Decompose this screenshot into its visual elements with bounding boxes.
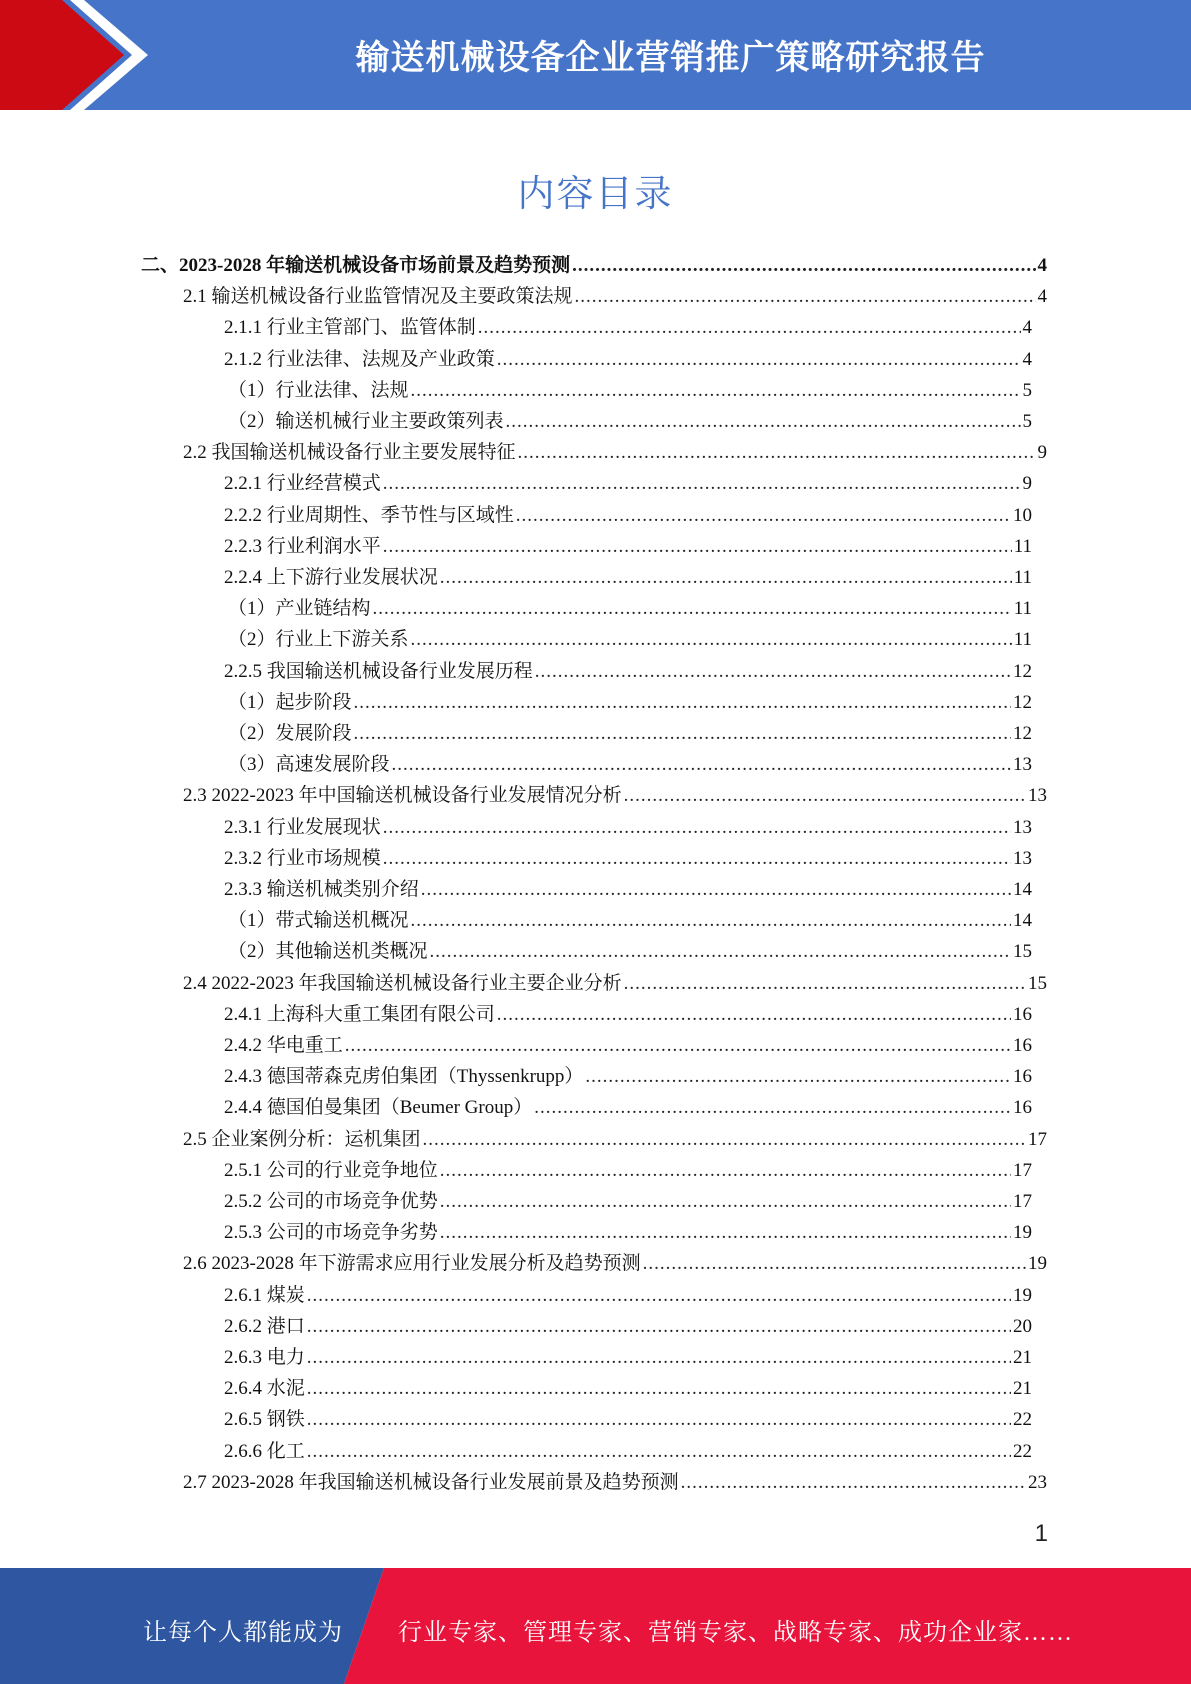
toc-entry-title: 2.6.6 化工 (224, 1440, 305, 1462)
toc-entry-page: 5 (1022, 379, 1032, 401)
toc-entry-page: 13 (1013, 754, 1032, 776)
toc-entry[interactable] (224, 1003, 1032, 1027)
toc-entry-page: 19 (1013, 1284, 1032, 1306)
toc-entry-title: 2.4.2 华电重工 (224, 1035, 343, 1056)
toc-entry-title: 2.3.1 行业发展现状 (224, 816, 381, 838)
toc-entry-title: 2.5.3 公司的市场竞争劣势 (224, 1222, 438, 1244)
toc-entry-title: 2.2 我国输送机械设备行业主要发展特征 (183, 442, 516, 464)
toc-entry-page: 4 (1022, 348, 1032, 370)
toc-entry[interactable] (224, 1440, 1032, 1464)
toc-entry-title: 2.6 2023-2028 年下游需求应用行业发展分析及趋势预测 (183, 1253, 641, 1275)
page-number: 1 (1034, 1520, 1048, 1547)
toc-entry[interactable] (228, 691, 1032, 715)
toc-entry[interactable] (228, 379, 1032, 403)
toc-dot-leader (440, 1190, 1011, 1214)
toc-entry[interactable] (224, 1221, 1032, 1245)
toc-entry-title: 2.2.3 行业利润水平 (224, 535, 381, 557)
toc-dot-leader (516, 504, 1011, 528)
toc-entry-title: 2.6.5 钢铁 (224, 1409, 305, 1431)
toc-dot-leader (497, 348, 1021, 372)
toc-entry[interactable] (224, 348, 1032, 372)
toc-dot-leader (307, 1315, 1011, 1339)
toc-entry-title: （1）带式输送机概况 (228, 910, 409, 932)
toc-entry-title: 2.6.4 水泥 (224, 1378, 305, 1400)
toc-entry-title: 2.5.2 公司的市场竞争优势 (224, 1191, 438, 1212)
toc-dot-leader (535, 660, 1011, 684)
toc-entry-title: （1）行业法律、法规 (228, 379, 409, 401)
toc-dot-leader (345, 1034, 1011, 1058)
toc-entry[interactable] (224, 1408, 1032, 1432)
toc-entry-title: 2.3.2 行业市场规模 (224, 847, 381, 869)
footer-slogan-left: 让每个人都能成为 (143, 1620, 343, 1646)
toc-entry[interactable] (224, 504, 1032, 528)
toc-entry[interactable] (224, 847, 1032, 871)
toc-dot-leader (681, 1471, 1026, 1495)
toc-entry[interactable] (224, 566, 1032, 590)
toc-entry[interactable] (183, 1471, 1047, 1495)
toc-entry[interactable] (224, 1190, 1032, 1214)
toc-entry-page: 13 (1028, 785, 1047, 807)
toc-entry[interactable] (228, 628, 1032, 652)
toc-dot-leader (643, 1252, 1026, 1276)
toc-dot-leader (423, 1128, 1026, 1152)
toc-entry-page: 15 (1028, 972, 1047, 994)
toc-entry-page: 21 (1013, 1347, 1032, 1368)
toc-entry-title: （1）产业链结构 (228, 598, 371, 620)
toc-entry-title: 2.3.3 输送机械类别介绍 (224, 879, 419, 900)
toc-dot-leader (354, 722, 1011, 746)
toc-dot-leader (383, 535, 1012, 559)
toc-entry[interactable] (224, 816, 1032, 840)
footer-slogan-right: 行业专家、管理专家、营销专家、战略专家、成功企业家…… (398, 1620, 1073, 1646)
toc-entry[interactable] (224, 316, 1032, 340)
toc-entry-title: （2）行业上下游关系 (228, 629, 409, 651)
toc-entry-page: 16 (1013, 1035, 1032, 1056)
toc-entry-page: 22 (1013, 1409, 1032, 1431)
header-band (0, 0, 1191, 110)
toc-entry-title: 2.6.2 港口 (224, 1315, 305, 1337)
toc-entry-page: 12 (1013, 723, 1032, 744)
toc-entry-title: （1）起步阶段 (228, 691, 352, 713)
toc-dot-leader (307, 1440, 1011, 1464)
toc-entry[interactable] (183, 784, 1047, 808)
toc-entry[interactable] (224, 1284, 1032, 1308)
toc-entry-title: 2.2.5 我国输送机械设备行业发展历程 (224, 660, 533, 682)
toc-entry[interactable] (228, 753, 1032, 777)
toc-entry[interactable] (183, 1128, 1047, 1152)
toc-entry-page: 11 (1013, 567, 1032, 588)
toc-entry-page: 9 (1022, 473, 1032, 495)
toc-entry-page: 11 (1013, 598, 1032, 620)
toc-entry-title: （2）发展阶段 (228, 723, 352, 744)
toc-entry-page: 16 (1013, 1097, 1032, 1119)
toc-entry[interactable] (228, 909, 1032, 933)
toc-entry-page: 5 (1022, 411, 1032, 432)
toc-entry[interactable] (224, 1034, 1032, 1058)
toc-dot-leader (354, 691, 1011, 715)
toc-entry-title: 2.7 2023-2028 年我国输送机械设备行业发展前景及趋势预测 (183, 1471, 679, 1493)
toc-entry-page: 11 (1013, 535, 1032, 557)
toc-entry-page: 19 (1028, 1253, 1047, 1275)
toc-entry-title: （2）输送机械行业主要政策列表 (228, 411, 504, 432)
toc-entry-page: 17 (1013, 1191, 1032, 1212)
toc-entry[interactable] (183, 285, 1047, 309)
toc-entry-title: 2.4 2022-2023 年我国输送机械设备行业主要企业分析 (183, 972, 622, 994)
toc-entry[interactable] (224, 1377, 1032, 1401)
toc-entry-page: 12 (1013, 660, 1032, 682)
toc-entry-page: 17 (1013, 1159, 1032, 1181)
toc-entry[interactable] (224, 878, 1032, 902)
toc-entry-page: 13 (1013, 847, 1032, 869)
footer-banner (0, 1568, 1191, 1684)
toc-dot-leader (307, 1284, 1011, 1308)
toc-entry-title: 2.6.3 电力 (224, 1347, 305, 1368)
toc-dot-leader (430, 940, 1011, 964)
toc-entry-page: 4 (1037, 255, 1047, 276)
toc-dot-leader (383, 847, 1011, 871)
toc-entry-page: 20 (1013, 1315, 1032, 1337)
toc-entry[interactable] (228, 410, 1032, 434)
toc-entry-page: 11 (1013, 629, 1032, 651)
header-arrow-decoration (0, 0, 160, 110)
toc-dot-leader (392, 753, 1011, 777)
toc-dot-leader (497, 1003, 1011, 1027)
toc-dot-leader (421, 878, 1011, 902)
toc-entry-title: 2.4.4 德国伯曼集团（Beumer Group） (224, 1097, 533, 1119)
toc-entry-page: 10 (1013, 504, 1032, 526)
toc-entry-page: 14 (1013, 879, 1032, 900)
toc-entry[interactable] (224, 1096, 1032, 1120)
toc-entry-title: 2.3 2022-2023 年中国输送机械设备行业发展情况分析 (183, 785, 622, 807)
toc-entry[interactable] (224, 1065, 1032, 1089)
toc-entry-title: 2.1.2 行业法律、法规及产业政策 (224, 348, 495, 370)
toc-entry-title: （2）其他输送机类概况 (228, 941, 428, 963)
toc-entry-page: 4 (1037, 286, 1047, 308)
toc-entry-title: （3）高速发展阶段 (228, 754, 390, 776)
toc-entry-page: 23 (1028, 1471, 1047, 1493)
toc-dot-leader (307, 1346, 1011, 1370)
toc-entry-title: 2.5 企业案例分析：运机集团 (183, 1128, 421, 1150)
toc-dot-leader (575, 285, 1036, 309)
toc-entry-title: 2.2.2 行业周期性、季节性与区域性 (224, 504, 514, 526)
toc-entry-title: 2.2.4 上下游行业发展状况 (224, 567, 438, 588)
toc-entry[interactable] (224, 1159, 1032, 1183)
toc-dot-leader (506, 410, 1021, 434)
toc-dot-leader (411, 628, 1012, 652)
toc-entry-page: 17 (1028, 1128, 1047, 1150)
toc-entry-page: 4 (1022, 317, 1032, 339)
toc-entry[interactable] (183, 1252, 1047, 1276)
toc-entry-title: 2.1 输送机械设备行业监管情况及主要政策法规 (183, 286, 573, 308)
toc-dot-leader (411, 909, 1011, 933)
toc-entry-page: 22 (1013, 1440, 1032, 1462)
toc-entry-page: 14 (1013, 910, 1032, 932)
toc-entry[interactable] (224, 660, 1032, 684)
toc-dot-leader (572, 254, 1035, 278)
toc-entry-title: 2.5.1 公司的行业竞争地位 (224, 1159, 438, 1181)
toc-dot-leader (478, 316, 1021, 340)
toc-dot-leader (440, 566, 1012, 590)
toc-entry-page: 13 (1013, 816, 1032, 838)
toc-dot-leader (624, 784, 1026, 808)
toc-entry[interactable] (224, 1346, 1032, 1370)
toc-entry[interactable] (228, 940, 1032, 964)
toc-dot-leader (383, 816, 1011, 840)
toc-entry-page: 9 (1037, 442, 1047, 464)
toc-entry[interactable] (183, 441, 1047, 465)
toc-dot-leader (518, 441, 1036, 465)
toc-dot-leader (411, 379, 1021, 403)
toc-entry-title: 2.4.3 德国蒂森克虏伯集团（Thyssenkrupp） (224, 1066, 584, 1088)
toc-dot-leader (307, 1377, 1011, 1401)
toc-entry[interactable] (141, 254, 1047, 278)
toc-entry[interactable] (224, 1315, 1032, 1339)
toc-dot-leader (440, 1221, 1011, 1245)
toc-dot-leader (534, 1096, 1011, 1120)
toc-entry[interactable] (228, 597, 1032, 621)
toc-dot-leader (440, 1159, 1011, 1183)
toc-entry-title: 2.2.1 行业经营模式 (224, 473, 381, 495)
toc-dot-leader (307, 1408, 1011, 1432)
toc-entry-page: 19 (1013, 1222, 1032, 1244)
toc-dot-leader (373, 597, 1012, 621)
toc-dot-leader (585, 1065, 1011, 1089)
toc-entry[interactable] (224, 535, 1032, 559)
toc-dot-leader (383, 472, 1021, 496)
toc-entry-page: 16 (1013, 1003, 1032, 1025)
toc-entry-title: 2.4.1 上海科大重工集团有限公司 (224, 1003, 495, 1025)
toc-entry[interactable] (183, 972, 1047, 996)
report-title: 输送机械设备企业营销推广策略研究报告 (355, 38, 986, 78)
toc-entry-title: 二、2023-2028 年输送机械设备市场前景及趋势预测 (141, 255, 571, 276)
toc-entry-page: 21 (1013, 1378, 1032, 1400)
toc-entry[interactable] (228, 722, 1032, 746)
toc-entry-page: 15 (1013, 941, 1032, 963)
toc-entry-title: 2.6.1 煤炭 (224, 1284, 305, 1306)
toc-entry-page: 16 (1013, 1066, 1032, 1088)
toc-heading: 内容目录 (517, 172, 674, 215)
toc-entry-page: 12 (1013, 691, 1032, 713)
toc-entry-title: 2.1.1 行业主管部门、监管体制 (224, 317, 476, 339)
toc-entry[interactable] (224, 472, 1032, 496)
toc-dot-leader (624, 972, 1026, 996)
